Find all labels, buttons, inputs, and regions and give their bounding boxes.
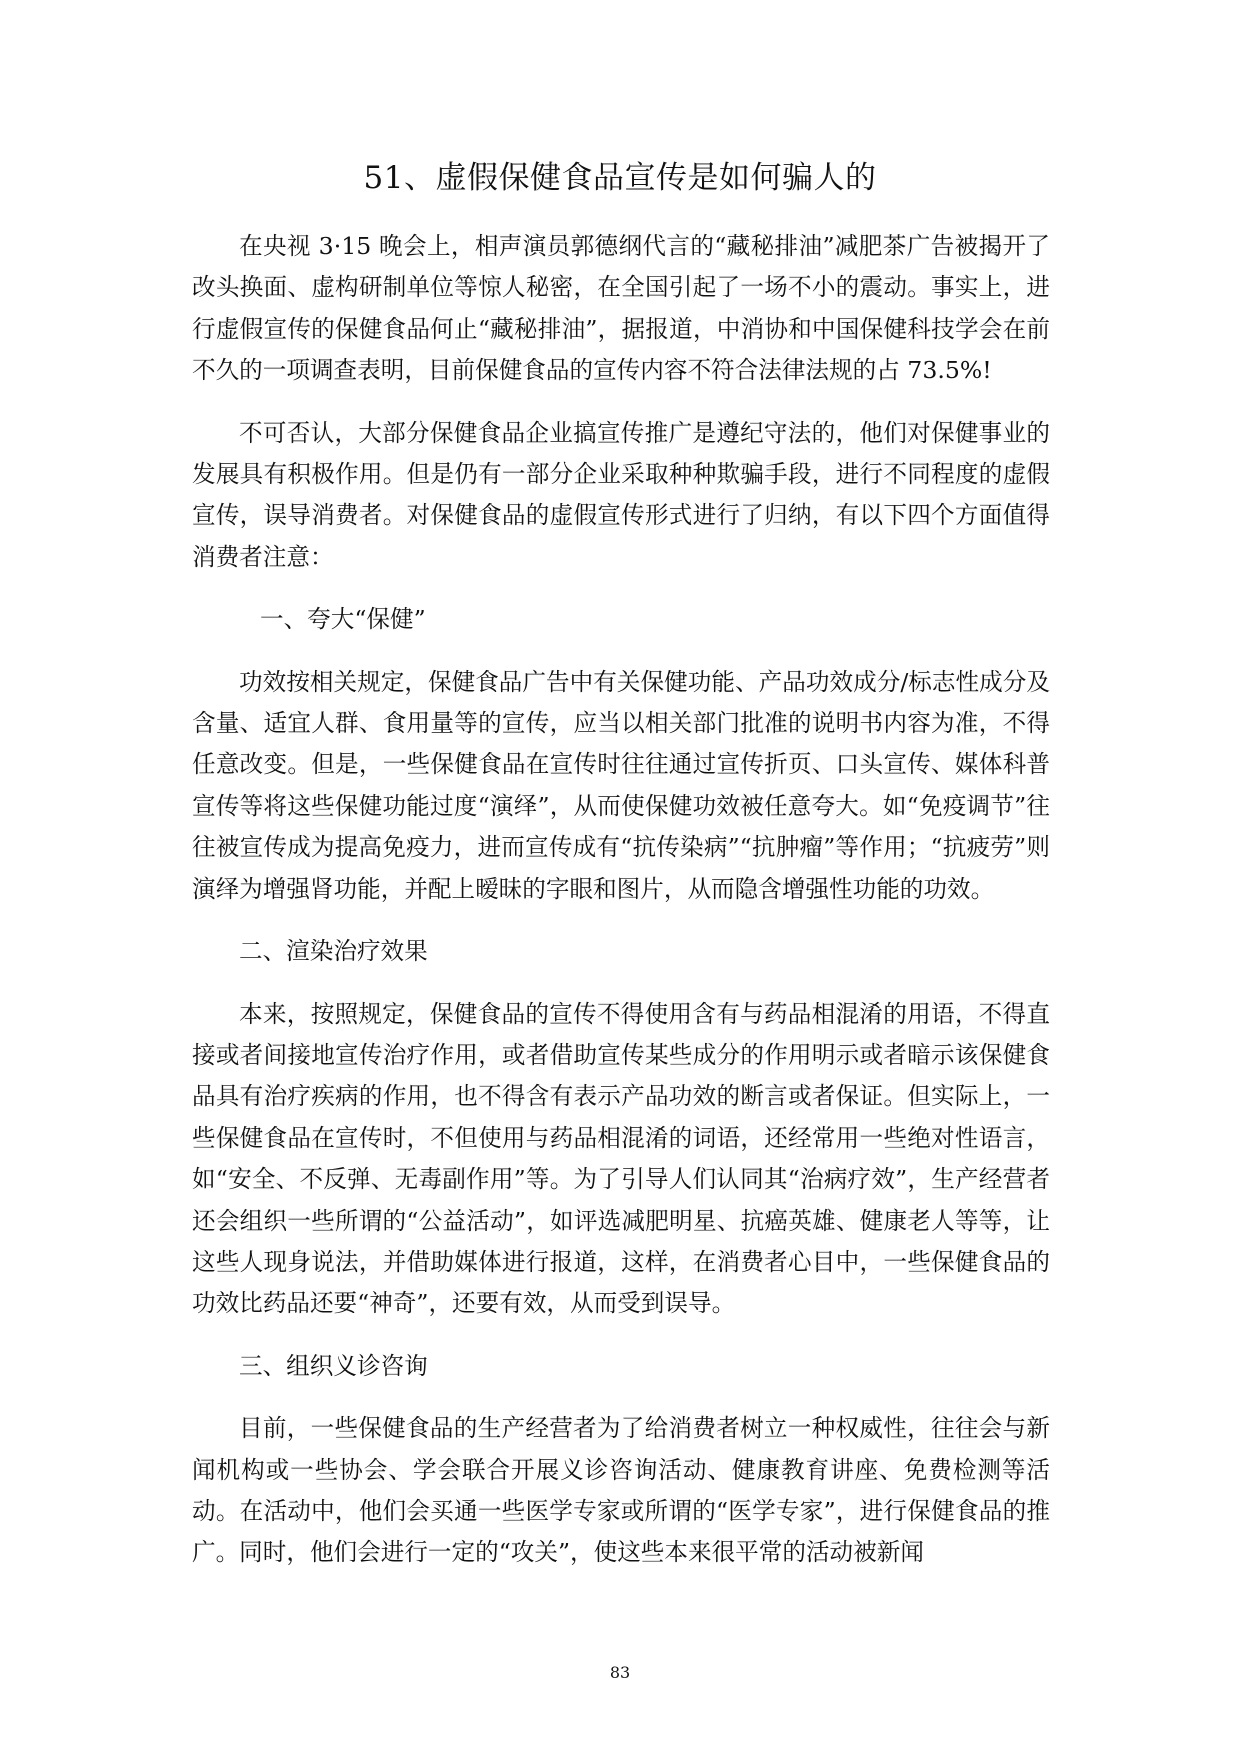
section-heading-treatment: 二、渲染治疗效果	[239, 937, 428, 966]
article-body	[192, 226, 1050, 1595]
paragraph-consultation: 目前，一些保健食品的生产经营者为了给消费者树立一种权威性，往往会与新闻机构或一些协会、学会联合开展义诊咨询活动、健康教育讲座、免费检测等活动。在活动中，他们会买通一些医学专家或所谓的“医学专家”，进行保健食品的推广。同时，他们会进行一定的“攻关”，使这些本来很平常的活动被新闻	[192, 1414, 1050, 1567]
paragraph-overview: 不可否认，大部分保健食品企业搞宣传推广是遵纪守法的，他们对保健事业的发展具有积极作用。但是仍有一部分企业采取种种欺骗手段，进行不同程度的虚假宣传，误导消费者。对保健食品的虚假宣传形式进行了归纳，有以下四个方面值得消费者注意：	[192, 418, 1050, 571]
paragraph-exaggeration: 功效按相关规定，保健食品广告中有关保健功能、产品功效成分/标志性成分及含量、适宜人群、食用量等的宣传，应当以相关部门批准的说明书内容为准，不得任意改变。但是，一些保健食品在宣传时往往通过宣传折页、口头宣传、媒体科普宣传等将这些保健功能过度“演绎”，从而使保健功效被任意夸大。如“免疫调节”往往被宣传成为提高免疫力，进而宣传成有“抗传染病”“抗肿瘤”等作用；“抗疲劳”则演绎为增强肾功能，并配上暧昧的字眼和图片，从而隐含增强性功能的功效。	[192, 667, 1050, 903]
paragraph-intro: 在央视 3·15 晚会上，相声演员郭德纲代言的“藏秘排油”减肥茶广告被揭开了改头换面、虚构研制单位等惊人秘密，在全国引起了一场不小的震动。事实上，进行虚假宣传的保健食品何止“藏秘排油”，据报道，中消协和中国保健科技学会在前不久的一项调查表明，目前保健食品的宣传内容不符合法律法规的占 73.5%!	[192, 232, 1050, 385]
page-number: 83	[609, 1663, 631, 1682]
paragraph-treatment: 本来，按照规定，保健食品的宣传不得使用含有与药品相混淆的用语，不得直接或者间接地宣传治疗作用，或者借助宣传某些成分的作用明示或者暗示该保健食品具有治疗疾病的作用，也不得含有表示产品功效的断言或者保证。但实际上，一些保健食品在宣传时，不但使用与药品相混淆的词语，还经常用一些绝对性语言，如“安全、不反弹、无毒副作用”等。为了引导人们认同其“治病疗效”，生产经营者还会组织一些所谓的“公益活动”，如评选减肥明星、抗癌英雄、健康老人等等，让这些人现身说法，并借助媒体进行报道，这样，在消费者心目中，一些保健食品的功效比药品还要“神奇”，还要有效，从而受到误导。	[192, 999, 1050, 1318]
page-title: 51、虚假保健食品宣传是如何骗人的	[363, 160, 877, 196]
section-heading-consultation: 三、组织义诊咨询	[239, 1351, 428, 1380]
section-heading-exaggeration: 一、夸大“保健”	[260, 605, 426, 634]
